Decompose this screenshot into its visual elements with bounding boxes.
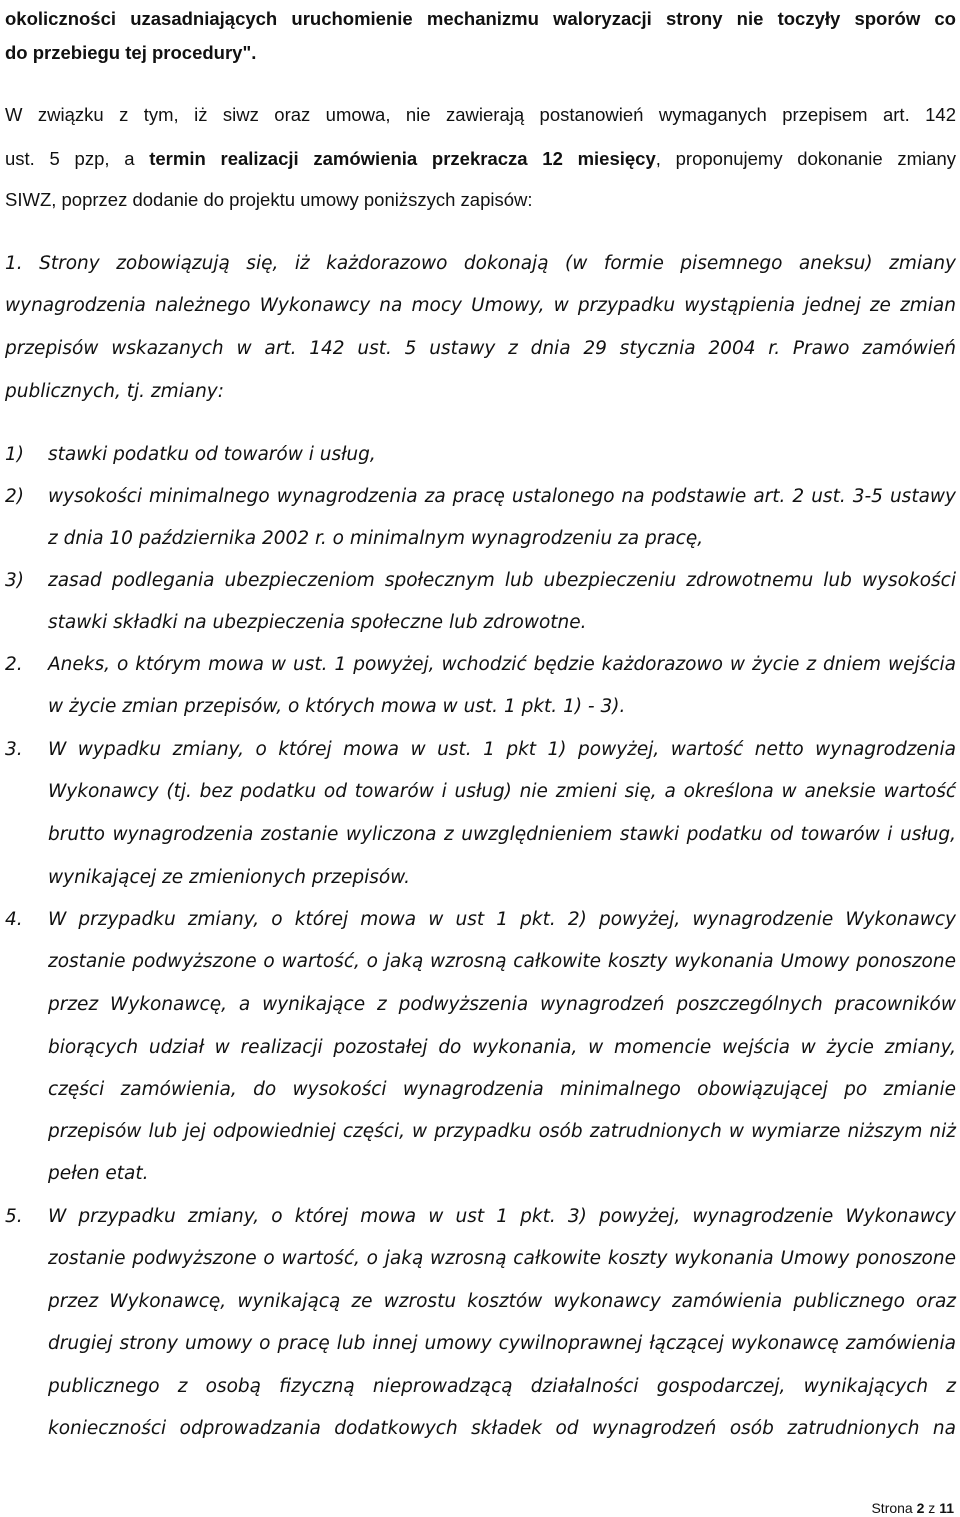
intro-line-2: do przebiegu tej procedury". [5, 42, 257, 63]
clause-3-line-1: W wypadku zmiany, o której mowa w ust. 1 pkt 1) powyżej, wartość netto wynagrodzenia [48, 739, 956, 760]
clause-4-line-1: W przypadku zmiany, o której mowa w ust 1 pkt. 2) powyżej, wynagrodzenie Wykonawcy [48, 909, 956, 930]
clause-1-line-2: wynagrodzenia należnego Wykonawcy na mocy Umowy, w przypadku wystąpienia jednej ze zmian [5, 295, 956, 316]
clause-5-line-6: konieczności odprowadzania dodatkowych składek od wynagrodzeń osób zatrudnionych na [48, 1418, 956, 1439]
sub-item-3-line-2: stawki składki na ubezpieczenia społeczne lub zdrowotne. [48, 612, 587, 633]
clause-5-line-1: W przypadku zmiany, o której mowa w ust 1 pkt. 3) powyżej, wynagrodzenie Wykonawcy [48, 1206, 956, 1227]
proposal-line-2: ust. 5 pzp, a termin realizacji zamówienia przekracza 12 miesięcy, proponujemy dokonanie zmiany [5, 148, 956, 169]
sub-item-1-number: 1) [5, 444, 24, 465]
clause-4-line-6: przepisów lub jej odpowiedniej części, w przypadku osób zatrudnionych w wymiarze niższym niż [48, 1121, 956, 1142]
clause-4-number: 4. [5, 909, 23, 930]
total-pages: 11 [939, 1500, 954, 1516]
sub-item-2-line-1: wysokości minimalnego wynagrodzenia za pracę ustalonego na podstawie art. 2 ust. 3-5 ustawy [48, 486, 956, 507]
sub-item-2-number: 2) [5, 486, 24, 507]
clause-2-line-1: Aneks, o którym mowa w ust. 1 powyżej, wchodzić będzie każdorazowo w życie z dniem wejścia [48, 654, 956, 675]
current-page: 2 [916, 1500, 925, 1516]
clause-5-line-4: drugiej strony umowy o pracę lub innej umowy cywilnoprawnej łączącej wykonawcę zamówienia [48, 1333, 956, 1354]
clause-3-line-4: wynikającej ze zmienionych przepisów. [48, 867, 411, 888]
sub-item-3-line-1: zasad podlegania ubezpieczeniom społecznym lub ubezpieczeniu zdrowotnemu lub wysokości [48, 570, 956, 591]
clause-4-line-5: części zamówienia, do wysokości wynagrodzenia minimalnego obowiązującej po zmianie [48, 1079, 956, 1100]
clause-5-line-2: zostanie podwyższone o wartość, o jaką wzrosną całkowite koszty wykonania Umowy ponoszone [48, 1248, 956, 1269]
page-of-label: z [928, 1500, 936, 1516]
clause-5-line-5: publicznego z osobą fizyczną nieprowadzącą działalności gospodarczej, wynikających z [48, 1376, 956, 1397]
clause-3-number: 3. [5, 739, 23, 760]
clause-5-number: 5. [5, 1206, 23, 1227]
sub-item-1-text: stawki podatku od towarów i usług, [48, 444, 376, 465]
clause-5-line-3: przez Wykonawcę, wynikającą ze wzrostu kosztów wykonawcy zamówienia publicznego oraz [48, 1291, 956, 1312]
proposal-line-3: SIWZ, poprzez dodanie do projektu umowy poniższych zapisów: [5, 189, 533, 210]
clause-1-line-3: przepisów wskazanych w art. 142 ust. 5 ustawy z dnia 29 stycznia 2004 r. Prawo zamówień [5, 338, 956, 359]
clause-3-line-2: Wykonawcy (tj. bez podatku od towarów i usług) nie zmieni się, a określona w aneksie wartość [48, 781, 956, 802]
clause-1-line-4: publicznych, tj. zmiany: [5, 381, 224, 402]
intro-line-1: okoliczności uzasadniających uruchomienie mechanizmu waloryzacji strony nie toczyły sporów co [5, 8, 956, 29]
sub-item-3-number: 3) [5, 570, 24, 591]
page-label: Strona [871, 1500, 913, 1516]
clause-2-line-2: w życie zmian przepisów, o których mowa w ust. 1 pkt. 1) - 3). [48, 696, 626, 717]
clause-2-number: 2. [5, 654, 23, 675]
sub-item-2-line-2: z dnia 10 października 2002 r. o minimalnym wynagrodzeniu za pracę, [48, 528, 704, 549]
clause-4-line-3: przez Wykonawcę, a wynikające z podwyższenia wynagrodzeń poszczególnych pracowników [48, 994, 956, 1015]
clause-4-line-7: pełen etat. [48, 1163, 149, 1184]
clause-3-line-3: brutto wynagrodzenia zostanie wyliczona z uwzględnieniem stawki podatku od towarów i usług, [48, 824, 956, 845]
proposal-line-1: W związku z tym, iż siwz oraz umowa, nie zawierają postanowień wymaganych przepisem art. 142 [5, 104, 956, 125]
clause-4-line-4: biorących udział w realizacji pozostałej do wykonania, w momencie wejścia w życie zmiany, [48, 1037, 956, 1058]
clause-1-line-1: 1. Strony zobowiązują się, iż każdorazowo dokonają (w formie pisemnego aneksu) zmiany [5, 253, 956, 274]
page-number-footer [871, 1500, 954, 1516]
clause-4-line-2: zostanie podwyższone o wartość, o jaką wzrosną całkowite koszty wykonania Umowy ponoszone [48, 951, 956, 972]
